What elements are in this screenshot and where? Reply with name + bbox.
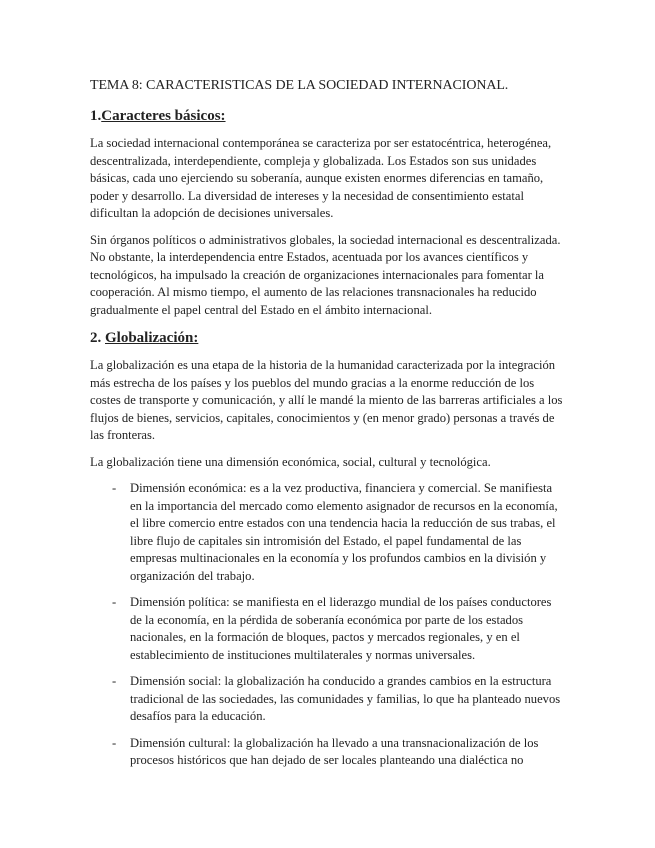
list-item-text: Dimensión social: la globalización ha conducido a grandes cambios en la estructura tradicional de las sociedades, las comunidades y familias, lo que ha planteado nuevos desafíos para la educación.	[130, 674, 561, 723]
paragraph: Sin órganos políticos o administrativos globales, la sociedad internacional es descentralizada. No obstante, la interdependencia entre Estados, acentuada por los avances científicos y tecnológicos, ha impulsado la creación de organizaciones internacionales para fomentar la cooperación. Al mismo tiempo, el aumento de las relaciones transnacionales ha reducido gradualmente el papel central del Estado en el ámbito internacional.	[90, 232, 561, 317]
section-title: Caracteres básicos:	[101, 108, 226, 124]
dash-marker: -	[112, 674, 117, 688]
list-item-text: Dimensión cultural: la globalización ha llevado a una transnacionalización de los procesos históricos que han dejado de ser locales planteando una dialéctica no	[130, 735, 539, 767]
dash-marker: -	[112, 481, 117, 495]
dimension-list	[90, 480, 566, 770]
list-item	[90, 735, 566, 770]
document-page	[90, 76, 566, 779]
list-item-text: Dimensión política: se manifiesta en el liderazgo mundial de los países conductores de la economía, en la pérdida de soberanía económica por parte de los estados nacionales, en la formación de bloques, pactos y mercados regionales, y en el establecimiento de instituciones multilaterales y normas universales.	[130, 595, 552, 662]
section-number: 2.	[90, 330, 102, 346]
dash-marker: -	[112, 595, 117, 609]
section-title: Globalización:	[105, 330, 199, 346]
section-heading-caracteres	[90, 106, 566, 126]
list-item	[90, 480, 566, 585]
list-item	[90, 594, 566, 664]
list-item	[90, 673, 566, 726]
paragraph: La globalización tiene una dimensión económica, social, cultural y tecnológica.	[90, 454, 491, 469]
document-title: TEMA 8: CARACTERISTICAS DE LA SOCIEDAD INTERNACIONAL.	[90, 78, 509, 93]
section-heading-globalizacion	[90, 328, 566, 348]
paragraph: La sociedad internacional contemporánea se caracteriza por ser estatocéntrica, heterogénea, descentralizada, interdependiente, compleja y globalizada. Los Estados son sus unidades básicas, cada uno ejerciendo su soberanía, aunque existen enormes diferencias en tamaño, poder y desarrollo. La diversidad de intereses y la necesidad de consentimiento estatal dificultan la adopción de decisiones universales.	[90, 136, 552, 220]
paragraph: La globalización es una etapa de la historia de la humanidad caracterizada por la integración más estrecha de los países y los pueblos del mundo gracias a la enorme reducción de los costes de transporte y comunicación, y allí le mandé la miento de las barreras artificiales a los flujos de bienes, servicios, capitales, conocimientos y (en menor grado) personas a través de las fronteras.	[90, 358, 563, 442]
list-item-text: Dimensión económica: es a la vez productiva, financiera y comercial. Se manifiesta en la importancia del mercado como elemento asignador de recursos en la economía, el libre comercio entre estados con una tendencia hacia la reducción de sus trabas, el libre flujo de capitales sin intromisión del Estado, el papel fundamental de las empresas multinacionales en la economía y los profundos cambios en la división y organización del trabajo.	[130, 481, 558, 583]
dash-marker: -	[112, 735, 117, 750]
section-number: 1.	[90, 108, 102, 124]
